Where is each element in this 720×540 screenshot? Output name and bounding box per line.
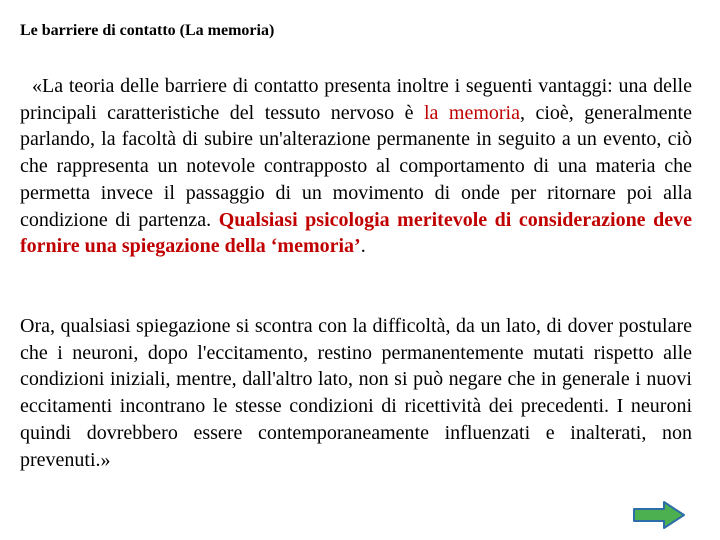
- paragraph-1: [20, 73, 692, 260]
- arrow-right-icon: [632, 500, 686, 530]
- p1-text-start: «La teoria delle barriere di contatto presenta inoltre i seguenti vantaggi: una delle principali caratteristiche del tessuto nervoso è: [20, 75, 692, 124]
- next-slide-button[interactable]: [632, 500, 686, 530]
- p1-text-middle: , cioè, generalmente parlando, la facoltà di subire un'alterazione permanente in seguito a un evento, ciò che rappresenta un notevole contrapposto al comportamento di una materia che permetta invece il passaggio di un movimento di onde per ritornare poi alla condizione di partenza.: [20, 101, 692, 231]
- p1-highlight-statement: Qualsiasi psicologia meritevole di considerazione deve fornire una spiegazione della ‘memoria’: [20, 208, 692, 258]
- slide-title: Le barriere di contatto (La memoria): [20, 22, 275, 39]
- paragraph-2: Ora, qualsiasi spiegazione si scontra con la difficoltà, da un lato, di dover postulare che i neuroni, dopo l'eccitamento, restino permanentemente mutati rispetto alle condizioni iniziali, mentre, dall'altro lato, non si può negare che in generale i nuovi eccitamenti incontrano le stesse condizioni di ricettività dei precedenti. I neuroni quindi dovrebbero essere contemporaneamente influenzati e inalterati, non prevenuti.»: [20, 315, 692, 471]
- p1-text-end: .: [360, 235, 366, 258]
- p1-highlight-memoria: la memoria: [423, 101, 520, 124]
